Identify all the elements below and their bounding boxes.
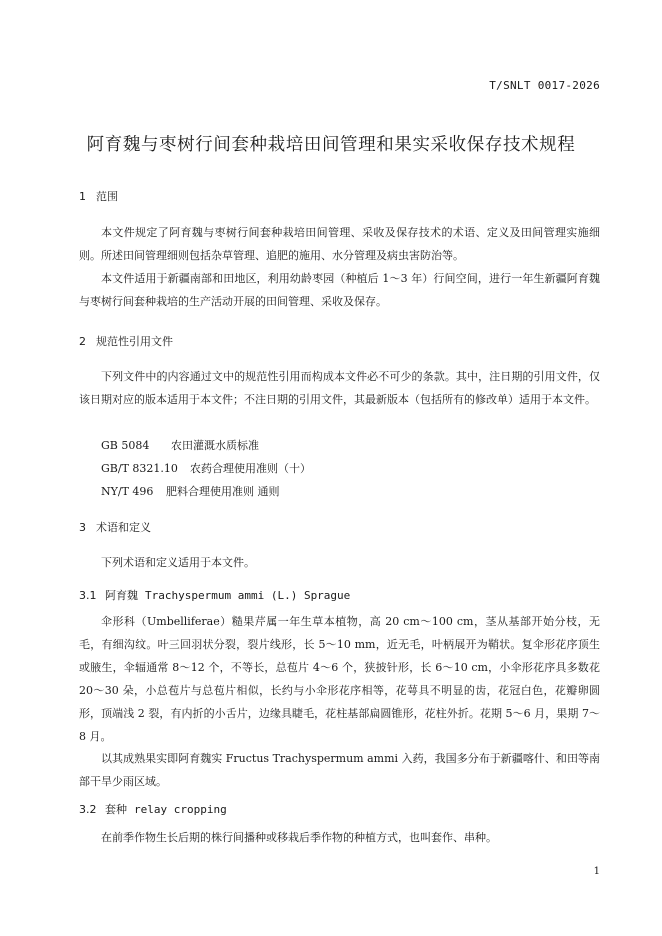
term-name: 阿育魏 — [105, 589, 138, 602]
standard-code: T/SNLT 0017-2026 — [489, 79, 600, 92]
reference-code: GB/T 8321.10 — [101, 462, 178, 475]
page-number: 1 — [593, 866, 600, 877]
section-title: 术语和定义 — [96, 521, 151, 534]
section-title: 规范性引用文件 — [96, 335, 173, 348]
section-1-heading — [79, 188, 599, 204]
term-english-name: relay cropping — [134, 803, 227, 816]
reference-title: 肥料合理使用准则 通则 — [166, 485, 280, 498]
reference-item — [101, 437, 259, 453]
section-number: 1 — [79, 190, 86, 203]
term-name: 套种 — [105, 803, 127, 816]
section-2-paragraph-1: 下列文件中的内容通过文中的规范性引用而构成本文件必不可少的条款。其中，注日期的引用文件，仅该日期对应的版本适用于本文件；不注日期的引用文件，其最新版本（包括所有的修改单）适用于本文件。 — [79, 370, 600, 406]
term-latin-name: Trachyspermum ammi (L.) Sprague — [145, 589, 351, 602]
reference-item — [101, 483, 280, 499]
section-3-heading — [79, 519, 599, 535]
term-number: 3.1 — [79, 589, 97, 602]
term-3-2-heading — [79, 801, 599, 817]
reference-code: NY/T 496 — [101, 485, 154, 498]
reference-code: GB 5084 — [101, 439, 150, 452]
document-title: 阿育魏与枣树行间套种栽培田间管理和果实采收保存技术规程 — [86, 135, 576, 155]
term-3-1-note: 以其成熟果实即阿育魏实 Fructus Trachyspermum ammi 入药，我国多分布于新疆喀什、和田等南部干旱少雨区域。 — [79, 752, 600, 788]
section-1-paragraph-1: 本文件规定了阿育魏与枣树行间套种栽培田间管理、采收及保存技术的术语、定义及田间管理实施细则。所述田间管理细则包括杂草管理、追肥的施用、水分管理及病虫害防治等。 — [79, 226, 600, 262]
reference-title: 农田灌溉水质标准 — [171, 439, 259, 452]
term-3-1-definition: 伞形科（Umbelliferae）糙果芹属一年生草本植物，高 20 cm～100 cm，茎从基部开始分枝，无毛，有细沟纹。叶三回羽状分裂，裂片线形，长 5～10 mm，近无毛，叶柄展开为鞘状。复伞形花序顶生或腋生，伞辐通常 8～12 个，不等长，总苞片 4～6 个，狭披针形，长 6～10 cm，小伞形花序具多数花 20～30 朵，小总苞片与总苞片相似，长约与小伞形花序相等，花萼具不明显的齿，花冠白色，花瓣卵圆形，顶端浅 2 裂，有内折的小舌片，边缘具睫毛，花柱基部扁圆锥形，花柱外折。花期 5～6 月，果期 7～8 月。 — [79, 615, 600, 743]
section-number: 2 — [79, 335, 86, 348]
term-3-2-definition: 在前季作物生长后期的株行间播种或移栽后季作物的种植方式，也叫套作、串种。 — [101, 831, 497, 844]
term-number: 3.2 — [79, 803, 97, 816]
section-number: 3 — [79, 521, 86, 534]
section-title: 范围 — [96, 190, 118, 203]
reference-title: 农药合理使用准则（十） — [190, 462, 311, 475]
section-2-heading — [79, 333, 599, 349]
reference-item — [101, 460, 311, 476]
section-3-paragraph-1: 下列术语和定义适用于本文件。 — [101, 556, 255, 569]
term-3-1-heading — [79, 587, 599, 603]
section-1-paragraph-2: 本文件适用于新疆南部和田地区，利用幼龄枣园（种植后 1～3 年）行间空间，进行一年生新疆阿育魏与枣树行间套种栽培的生产活动开展的田间管理、采收及保存。 — [79, 272, 600, 308]
